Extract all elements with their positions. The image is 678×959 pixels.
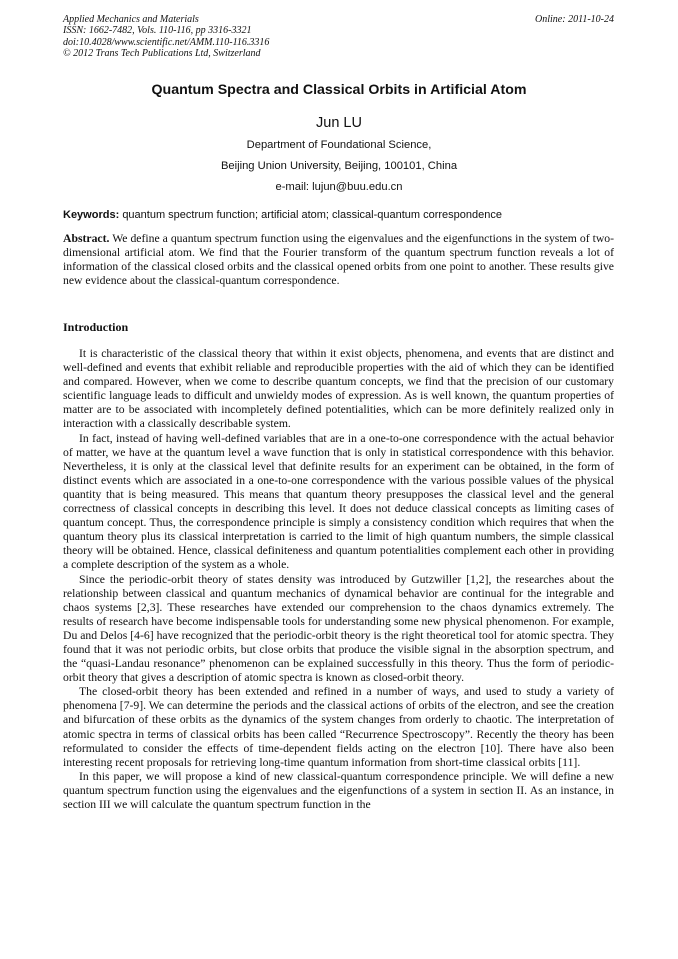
keywords-label: Keywords: bbox=[63, 209, 120, 221]
journal-name: Applied Mechanics and Materials bbox=[63, 14, 199, 25]
affiliation-email: e-mail: lujun@buu.edu.cn bbox=[275, 181, 403, 193]
journal-header bbox=[63, 14, 269, 59]
paper-title: Quantum Spectra and Classical Orbits in Artificial Atom bbox=[151, 82, 527, 98]
abstract-text: We define a quantum spectrum function using the eigenvalues and the eigenfunctions in the system of two-dimensional artificial atom. We find that the Fourier transform of the quantum spectrum function reveals a lot of information of the classical closed orbits and the classical opened orbits from one point to another. These results give new evidence about the classical-quantum correspondence. bbox=[63, 232, 614, 288]
author-name: Jun LU bbox=[316, 115, 362, 131]
paragraph: It is characteristic of the classical theory that within it exist objects, phenomena, and events that are distinct and well-defined and events that exhibit reliable and reproducible properties with the aid of which they can be identified and compared. However, when we come to describe quantum concepts, we find that the precision of our customary scientific language leads to difficult and unwieldy modes of expression. As is well known, the quantum properties of matter are to be associated with incompletely defined potentialities, which can be more definitely realized only in interaction with a classically describable system. bbox=[63, 347, 614, 431]
affiliation-university: Beijing Union University, Beijing, 100101, China bbox=[220, 160, 458, 172]
copyright-line: © 2012 Trans Tech Publications Ltd, Switzerland bbox=[63, 47, 261, 59]
paragraph: In fact, instead of having well-defined variables that are in a one-to-one correspondence with the actual behavior of matter, we have at the quantum level a wave function that is only in statistical correspondence with this behavior. Nevertheless, it is only at the classical level that definite results for an experiment can be obtained, in the form of distinct events which are associated in a one-to-one correspondence with the various possible values of the physical quantity that is being measured. This means that quantum theory presupposes the classical level and the general correctness of classical concepts in describing this level. It does not deduce classical concepts as limiting cases of quantum concept. Thus, the correspondence principle is simply a consistency condition which requires that when the quantum theory plus its classical interpretation is carried to the limit of high quantum numbers, the simple classical theory will be obtained. Hence, classical definiteness and quantum potentialities complement each other in providing a complete description of the system as a whole. bbox=[63, 431, 614, 572]
keywords bbox=[63, 209, 623, 221]
abstract bbox=[63, 232, 614, 288]
paragraph: The closed-orbit theory has been extended and refined in a number of ways, and used to study a variety of phenomena [7-9]. We can determine the periods and the classical actions of orbits of the electron, and see the creation and bifurcation of these orbits as the dynamics of the system changes from orderly to chaotic. The interpretation of atomic spectra in terms of classical orbits has been called “Recurrence Spectroscopy”. Recently the theory has been reformulated to consider the effects of time-dependent fields acting on the electron [10]. There have also been interesting recent proposals for retrieving long-time quantum information from short-time classical orbits [11]. bbox=[63, 685, 614, 769]
abstract-label: Abstract. bbox=[63, 232, 110, 245]
section-heading: Introduction bbox=[63, 320, 129, 334]
keywords-text: quantum spectrum function; artificial atom; classical-quantum correspondence bbox=[122, 209, 502, 221]
paragraph: Since the periodic-orbit theory of states density was introduced by Gutzwiller [1,2], the researches about the relationship between classical and quantum mechanics of dynamical behavior are continual for the integrable and chaos systems [2,3]. These researches have extended our comprehension to the chaos dynamics extremely. The results of research have become indispensable tools for understanding some new physical phenomenon. For example, Du and Delos [4-6] have recognized that the periodic-orbit theory is the right theoretical tool for atomic spectra. They found that it was not periodic orbits, but close orbits that produce the visible signal in the absorption spectrum, and the “quasi-Landau resonance” phenomenon can be explained successfully in this theory. Thus the form of periodic-orbit theory that gives a description of atomic spectra is known as closed-orbit theory. bbox=[63, 572, 614, 685]
doi-line: doi:10.4028/www.scientific.net/AMM.110-116.3316 bbox=[63, 36, 270, 48]
online-date: Online: 2011-10-24 bbox=[535, 14, 614, 25]
body-text bbox=[63, 347, 614, 812]
paragraph: In this paper, we will propose a kind of new classical-quantum correspondence principle. We will define a new quantum spectrum function using the eigenvalues and the eigenfunctions of a system in section II. As an instance, in section III we will calculate the quantum spectrum function in the bbox=[63, 769, 614, 811]
affiliation-department: Department of Foundational Science, bbox=[246, 139, 432, 151]
issn-line: ISSN: 1662-7482, Vols. 110-116, pp 3316-3321 bbox=[63, 25, 252, 37]
